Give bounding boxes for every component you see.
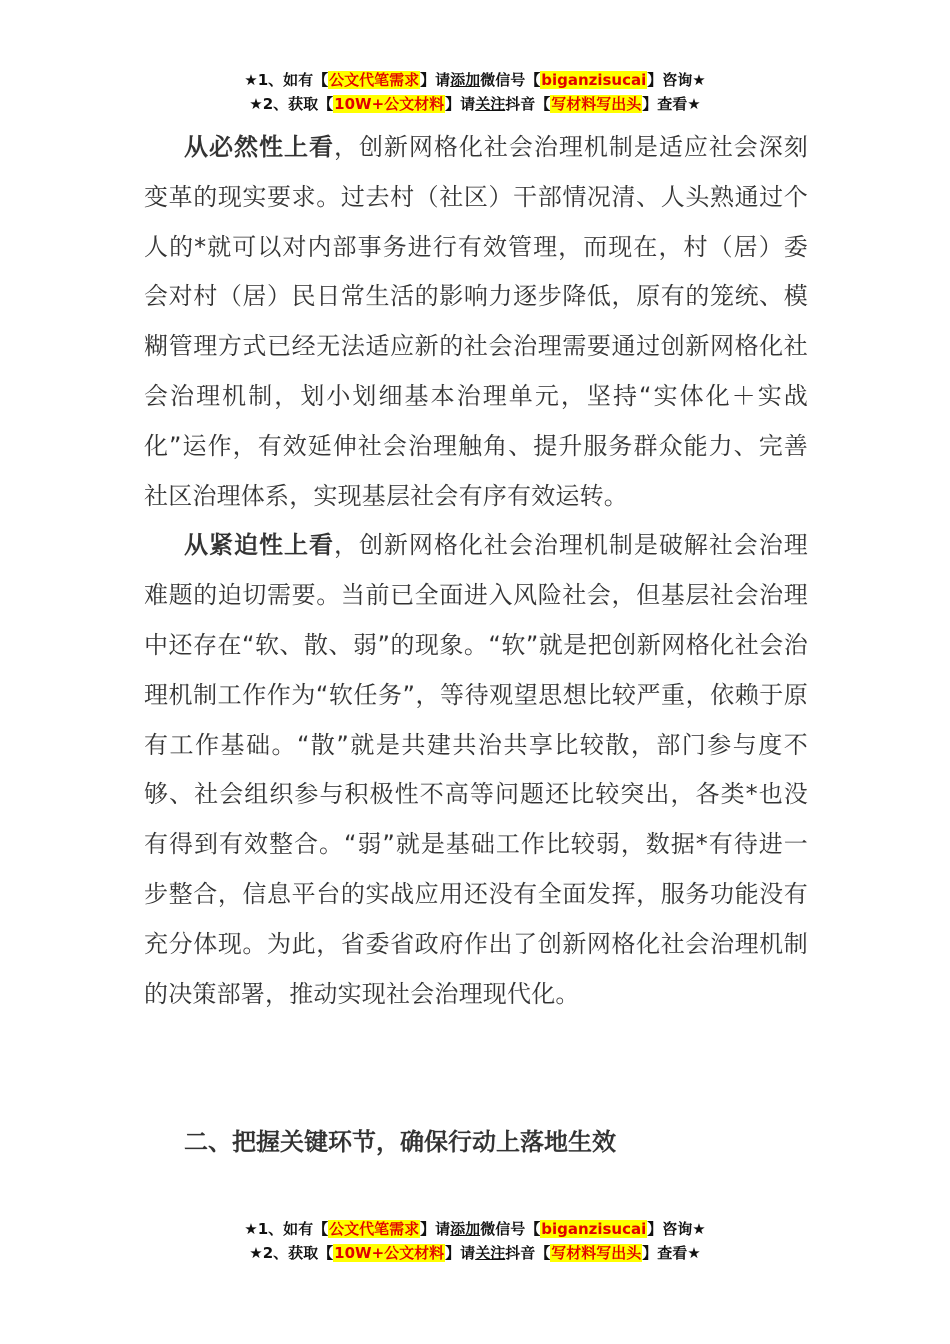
banner-text: 】请 [445, 95, 476, 113]
banner-text: 1、如有【 [257, 71, 329, 89]
paragraph-text: ，创新网格化社会治理机制是破解社会治理难题的迫切需要。当前已全面进入风险社会，但基层社会治理中还存在“软、散、弱”的现象。“软”就是把创新网格化社会治理机制工作作为“软任务”，等待观望思想比较严重，依赖于原有工作基础。“散”就是共建共治共享比较散，部门参与度不够、社会组织参与积极性不高等问题还比较突出，各类*也没有得到有效整合。“弱”就是基础工作比较弱，数据*有待进一步整合，信息平台的实战应用还没有全面发挥，服务功能没有充分体现。为此，省委省政府作出了创新网格化社会治理机制的决策部署，推动实现社会治理现代化。 [144, 531, 808, 1008]
star-icon: ★ [249, 1244, 263, 1262]
banner-text: 微信号【 [480, 71, 541, 89]
banner-highlight: 写材料写出头 [551, 1244, 642, 1262]
banner-text: 】查看 [642, 95, 688, 113]
banner-text: 】咨询 [647, 71, 693, 89]
star-icon: ★ [692, 71, 706, 89]
banner-underline-text: 关注 [475, 1244, 506, 1262]
banner-highlight: 10W+公文材料 [334, 95, 445, 113]
banner-line-1 [0, 68, 950, 92]
star-icon: ★ [687, 1244, 701, 1262]
banner-highlight: 公文代笔需求 [329, 1220, 420, 1238]
banner-underline-text: 关注 [475, 95, 506, 113]
banner-underline-text: 添加 [450, 1220, 481, 1238]
banner-highlight: 10W+公文材料 [334, 1244, 445, 1262]
banner-text: 】请 [445, 1244, 476, 1262]
footer-banner [0, 1217, 950, 1265]
banner-highlight: biganzisucai [541, 1220, 647, 1238]
banner-highlight: 写材料写出头 [551, 95, 642, 113]
banner-text: 】查看 [642, 1244, 688, 1262]
star-icon: ★ [249, 95, 263, 113]
banner-highlight: biganzisucai [541, 71, 647, 89]
banner-text: 2、获取【 [262, 95, 334, 113]
banner-underline-text: 添加 [450, 71, 481, 89]
star-icon: ★ [687, 95, 701, 113]
paragraph-lead: 从紧迫性上看 [184, 531, 334, 560]
banner-text: 2、获取【 [262, 1244, 334, 1262]
star-icon: ★ [244, 1220, 258, 1238]
banner-text: 抖音【 [505, 1244, 551, 1262]
paragraph-lead: 从必然性上看 [184, 133, 334, 161]
banner-highlight: 公文代笔需求 [329, 71, 420, 89]
banner-text: 】咨询 [647, 1220, 693, 1238]
banner-line-1 [0, 1217, 950, 1241]
banner-text: 】请 [420, 71, 451, 89]
section-heading: 二、把握关键环节，确保行动上落地生效 [184, 1128, 616, 1156]
banner-text: 抖音【 [505, 95, 551, 113]
star-icon: ★ [692, 1220, 706, 1238]
banner-line-2 [0, 1241, 950, 1265]
banner-text: 微信号【 [480, 1220, 541, 1238]
paragraph [144, 123, 808, 521]
header-banner [0, 68, 950, 116]
paragraph [144, 521, 808, 1019]
banner-line-2 [0, 92, 950, 116]
banner-text: 1、如有【 [257, 1220, 329, 1238]
document-body [144, 123, 808, 1019]
paragraph-text: ，创新网格化社会治理机制是适应社会深刻变革的现实要求。过去村（社区）干部情况清、人头熟通过个人的*就可以对内部事务进行有效管理，而现在，村（居）委会对村（居）民日常生活的影响力逐步降低，原有的笼统、模糊管理方式已经无法适应新的社会治理需要通过创新网格化社会治理机制，划小划细基本治理单元，坚持“实体化＋实战化”运作，有效延伸社会治理触角、提升服务群众能力、完善社区治理体系，实现基层社会有序有效运转。 [144, 133, 808, 510]
banner-text: 】请 [420, 1220, 451, 1238]
star-icon: ★ [244, 71, 258, 89]
